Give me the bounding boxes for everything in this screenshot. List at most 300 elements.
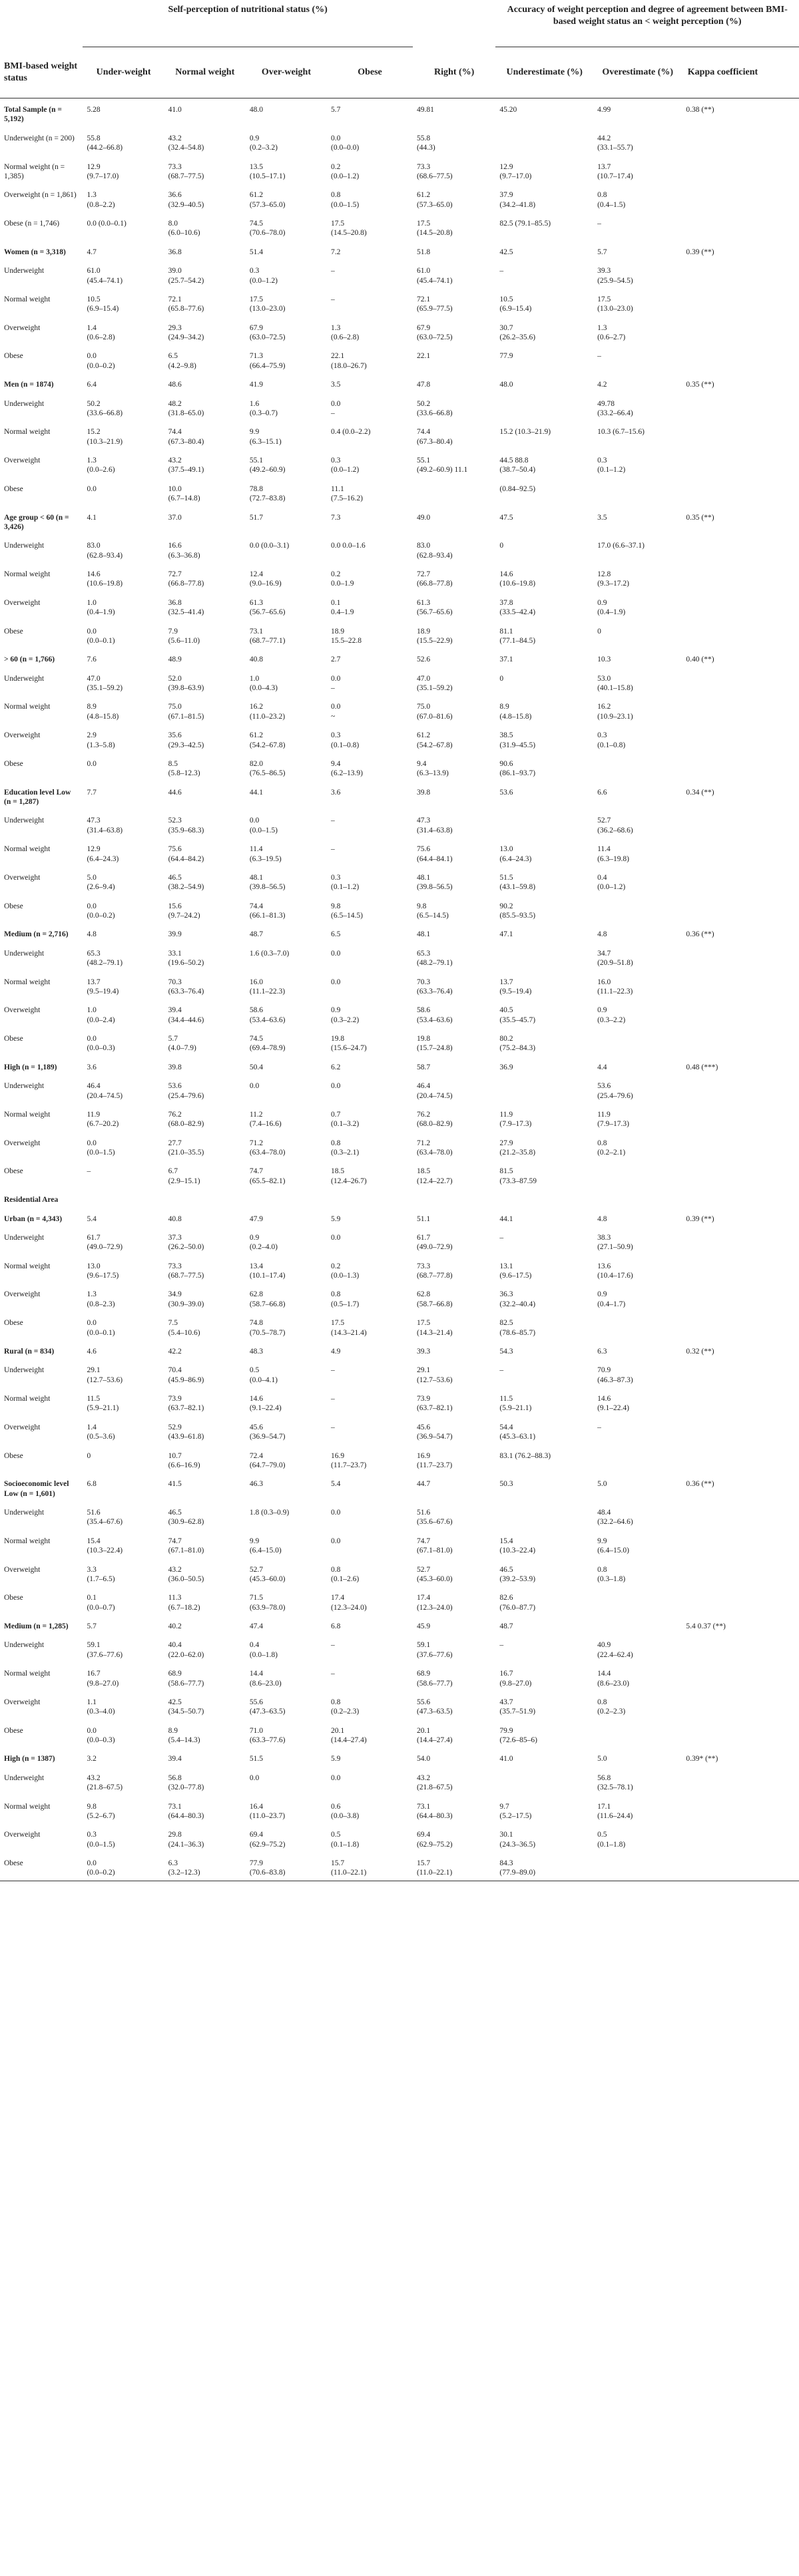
table-cell [413, 288, 495, 317]
cell-value: 0.9 [249, 1233, 260, 1242]
table-cell [327, 1027, 413, 1056]
table-cell [246, 781, 327, 810]
table-cell [246, 1027, 327, 1056]
table-cell [83, 1208, 164, 1226]
cell-value: 47.4 [249, 1622, 263, 1630]
cell-value: 40.5 [499, 1006, 513, 1015]
cell-interval: (58.6–77.7) [168, 1679, 204, 1688]
group-row [0, 98, 799, 127]
cell-interval: (0.1–3.2) [331, 1120, 360, 1129]
row-label: Normal weight [4, 1262, 51, 1270]
cell-value: 61.7 [87, 1233, 101, 1242]
table-cell [593, 1586, 682, 1615]
cell-value: 77.9 [249, 1859, 263, 1867]
cell-value: – [499, 1366, 504, 1375]
cell-interval: (12.7–53.6) [416, 1376, 453, 1384]
column-header-right: Right (%) [434, 67, 475, 77]
table-body [0, 98, 799, 1881]
cell-value: 4.7 [87, 248, 97, 256]
row-label: Underweight (n = 200) [4, 134, 75, 142]
table-cell [83, 1586, 164, 1615]
cell-value: 0.2 [331, 570, 341, 578]
cell-value: 36.8 [168, 598, 182, 607]
table-cell [246, 1559, 327, 1587]
table-cell [593, 1208, 682, 1226]
cell-interval: (66.4–75.9) [249, 361, 286, 370]
cell-interval: (20.9–51.8) [597, 959, 633, 968]
table-row [0, 809, 799, 838]
table-cell [413, 838, 495, 866]
cell-interval: (66.8–77.8) [416, 580, 453, 588]
table-cell [327, 724, 413, 753]
table-cell [327, 1208, 413, 1226]
cell-interval: (32.9–40.5) [168, 200, 204, 209]
table-cell [593, 667, 682, 696]
cell-interval: (69.4–78.9) [249, 1044, 286, 1053]
table-cell [593, 563, 682, 592]
cell-interval: (33.1–55.7) [597, 144, 633, 152]
table-cell [682, 1634, 763, 1662]
cell-interval: (6.9–15.4) [499, 305, 532, 313]
cell-value: 3.5 [331, 381, 341, 389]
cell-interval: (21.8–67.5) [416, 1783, 453, 1792]
cell-interval: (44.2–66.8) [87, 144, 123, 152]
table-cell [246, 1823, 327, 1852]
cell-value: 14.6 [249, 1395, 263, 1403]
cell-value: 74.5 [249, 220, 263, 228]
row-label: Obese [4, 1035, 23, 1043]
table-cell [246, 809, 327, 838]
cell-value: 83.0 [87, 542, 101, 550]
cell-value: 44.1 [499, 1214, 513, 1223]
cell-value: 90.6 [499, 759, 513, 768]
cell-value: 0.0 [87, 627, 97, 636]
table-cell [593, 1416, 682, 1445]
cell-interval: (20.4–74.5) [87, 1091, 123, 1100]
table-cell [682, 317, 763, 345]
table-cell [83, 98, 164, 127]
cell-interval: (14.4–27.4) [331, 1736, 367, 1744]
cell-value: 4.9 [331, 1347, 341, 1356]
cell-interval: (0.4–1.5) [597, 200, 626, 209]
cell-interval: (6.7–18.2) [168, 1603, 200, 1612]
cell-value: 61.2 [249, 731, 263, 740]
table-cell [164, 1189, 246, 1207]
table-cell [246, 1795, 327, 1824]
cell-interval: (26.2–35.6) [499, 333, 536, 341]
table-cell [593, 345, 682, 373]
table-cell [327, 345, 413, 373]
cell-value: 42.2 [168, 1347, 182, 1356]
cell-value: 54.3 [499, 1347, 513, 1356]
cell-value: 0.0 [87, 902, 97, 910]
cell-value: 12.9 [87, 162, 101, 171]
table-cell [682, 1027, 763, 1056]
table-cell [413, 241, 495, 260]
cell-interval: (15.7–24.8) [416, 1044, 453, 1053]
table-cell [495, 317, 593, 345]
cell-value: 6.6 [597, 788, 607, 797]
cell-value: 68.9 [168, 1670, 182, 1678]
cell-interval: (0.3–2.1) [331, 1149, 360, 1157]
cell-value: 6.5 [331, 930, 341, 939]
cell-value: 3.2 [87, 1755, 97, 1763]
cell-interval: (9.5–19.4) [87, 987, 119, 996]
cell-value: 80.2 [499, 1035, 513, 1043]
cell-interval: (4.8–15.8) [499, 712, 532, 721]
table-cell [593, 127, 682, 156]
table-cell [413, 999, 495, 1027]
cell-interval: (5.4–14.3) [168, 1736, 200, 1744]
cell-value: 54.0 [416, 1755, 431, 1763]
table-cell [495, 1501, 593, 1530]
row-label: Obese (n = 1,746) [4, 220, 60, 228]
table-cell [246, 449, 327, 478]
cell-value: 6.8 [87, 1480, 97, 1489]
cell-interval: (3.2–12.3) [168, 1869, 200, 1877]
row-label: Underweight [4, 1366, 45, 1375]
cell-interval: (33.5–42.4) [499, 608, 536, 617]
cell-value: 17.5 [597, 295, 611, 303]
table-cell [593, 1473, 682, 1501]
table-cell [246, 1691, 327, 1720]
cell-interval: (0.0–3.8) [331, 1811, 360, 1820]
table-cell [413, 506, 495, 535]
table-cell [495, 1720, 593, 1748]
cell-value: 75.6 [416, 845, 431, 854]
cell-value: 7.2 [331, 248, 341, 256]
table-cell [593, 1445, 682, 1473]
cell-value: 52.3 [168, 817, 182, 825]
cell-value: 37.0 [168, 513, 182, 522]
table-cell [413, 1340, 495, 1359]
cell-interval: (25.7–54.2) [168, 276, 204, 285]
table-cell [593, 1615, 682, 1634]
table-cell [413, 260, 495, 288]
cell-value: 36.6 [168, 191, 182, 200]
cell-value: 4.2 [597, 381, 607, 389]
cell-interval: (49.0–72.9) [87, 1243, 123, 1252]
table-cell [413, 923, 495, 942]
cell-value: 0.0 [249, 1082, 260, 1091]
table-cell [164, 449, 246, 478]
table-cell [164, 971, 246, 1000]
cell-value: 37.1 [499, 655, 513, 664]
table-cell [83, 1445, 164, 1473]
table-row [0, 620, 799, 649]
table-cell [413, 1160, 495, 1189]
cell-value: 9.9 [597, 1537, 607, 1545]
cell-value: 0.0 [249, 1773, 260, 1782]
cell-value: 41.0 [168, 106, 182, 114]
table-cell [327, 241, 413, 260]
table-cell [593, 1795, 682, 1824]
cell-value: 15.2 (10.3–21.9) [499, 428, 551, 437]
cell-interval: 0.0–1.9 [331, 580, 354, 588]
table-cell [327, 866, 413, 895]
cell-value: 17.5 [416, 1319, 431, 1328]
cell-value: 78.8 [249, 484, 263, 493]
cell-value: 47.5 [499, 513, 513, 522]
table-cell [83, 1634, 164, 1662]
table-cell [413, 421, 495, 449]
table-cell [593, 1056, 682, 1075]
table-cell [164, 1359, 246, 1387]
cell-value: 13.7 [499, 978, 513, 986]
table-cell [164, 648, 246, 667]
row-label: Overweight [4, 1565, 41, 1574]
cell-interval: (22.0–62.0) [168, 1650, 204, 1659]
cell-interval: (11.1–22.3) [249, 987, 286, 996]
cell-value: 51.1 [416, 1214, 431, 1223]
table-row [0, 1132, 799, 1161]
cell-value: 0.35 (**) [686, 513, 714, 522]
cell-value: 51.5 [249, 1755, 263, 1763]
cell-interval: (12.7–53.6) [87, 1376, 123, 1384]
cell-interval: (0.6–2.8) [87, 333, 115, 341]
cell-value: 15.4 [87, 1537, 101, 1545]
table-cell [682, 1530, 763, 1559]
table-cell [593, 1501, 682, 1530]
cell-value: 73.3 [416, 1262, 431, 1270]
table-cell [593, 1340, 682, 1359]
cell-value: 9.4 [331, 759, 341, 768]
table-cell [682, 212, 763, 241]
cell-value: 48.1 [249, 873, 263, 882]
table-cell [413, 592, 495, 620]
cell-interval: (0.0–1.2) [249, 276, 278, 285]
cell-value: 9.8 [87, 1802, 97, 1811]
cell-value: 39.3 [416, 1347, 431, 1356]
table-cell [83, 1795, 164, 1824]
table-cell [682, 241, 763, 260]
cell-value: 0.8 [331, 191, 341, 200]
table-cell [682, 1226, 763, 1255]
cell-interval: (67.1–81.0) [168, 1547, 204, 1555]
row-label: Overweight [4, 1006, 41, 1015]
cell-interval: (6.3–13.9) [416, 769, 449, 778]
cell-value: 3.6 [331, 788, 341, 797]
cell-interval: (32.2–64.6) [597, 1518, 633, 1527]
cell-interval: (86.1–93.7) [499, 769, 536, 778]
cell-value: 10.3 (6.7–15.6) [597, 428, 645, 437]
cell-value: – [331, 845, 335, 854]
cell-interval: (63.4–78.0) [249, 1149, 286, 1157]
table-cell [413, 1387, 495, 1416]
cell-interval: (53.4–63.6) [416, 1015, 453, 1024]
table-cell [593, 1387, 682, 1416]
table-cell [83, 1720, 164, 1748]
table-cell [327, 923, 413, 942]
cell-interval: (6.4–15.0) [249, 1547, 282, 1555]
table-cell [495, 1283, 593, 1312]
table-cell [327, 563, 413, 592]
table-row [0, 866, 799, 895]
table-cell [83, 1283, 164, 1312]
cell-value: 68.9 [416, 1670, 431, 1678]
cell-value: 8.5 [168, 759, 178, 768]
table-cell [682, 1691, 763, 1720]
cell-interval: (2.6–9.4) [87, 883, 115, 892]
cell-value: 17.1 [597, 1802, 611, 1811]
cell-interval: (5.2–6.7) [87, 1811, 115, 1820]
cell-interval: (0.0–0.2) [87, 361, 115, 370]
table-cell [83, 1132, 164, 1161]
table-cell [495, 1691, 593, 1720]
table-cell [413, 1691, 495, 1720]
table-cell [327, 1852, 413, 1881]
cell-interval: (57.3–65.0) [416, 200, 453, 209]
row-label: Obese [4, 352, 23, 361]
table-cell [682, 1501, 763, 1530]
cell-value: 0.0 [331, 1509, 341, 1517]
table-cell [83, 1691, 164, 1720]
cell-interval: (33.2–66.4) [597, 409, 633, 417]
cell-interval: (0.4–1.7) [597, 1300, 626, 1308]
table-cell [164, 1823, 246, 1852]
table-cell [327, 1103, 413, 1132]
table-cell [413, 866, 495, 895]
table-row [0, 127, 799, 156]
cell-interval: (63.7–82.1) [168, 1404, 204, 1413]
cell-value: – [499, 1641, 504, 1650]
table-cell [495, 1416, 593, 1445]
table-cell [83, 895, 164, 924]
table-cell [682, 1132, 763, 1161]
cell-interval: (8.6–23.0) [597, 1679, 629, 1688]
cell-interval: (12.3–24.0) [416, 1603, 453, 1612]
cell-value: 6.7 [168, 1167, 178, 1176]
row-label: Residential Area [4, 1196, 59, 1204]
table-cell [246, 373, 327, 392]
cell-value: 51.6 [416, 1509, 431, 1517]
cell-value: 41.0 [499, 1755, 513, 1763]
table-cell [327, 449, 413, 478]
table-cell [83, 1075, 164, 1103]
table-cell [164, 241, 246, 260]
cell-value: 48.4 [597, 1509, 611, 1517]
table-cell [413, 1132, 495, 1161]
table-row [0, 1530, 799, 1559]
cell-value: 55.6 [249, 1698, 263, 1706]
cell-interval: (45.4–74.1) [87, 276, 123, 285]
cell-value: 17.0 (6.6–37.1) [597, 542, 645, 550]
table-cell [83, 478, 164, 506]
table-cell [495, 373, 593, 392]
cell-value: 48.7 [249, 930, 263, 939]
table-cell [83, 563, 164, 592]
cell-interval: (48.2–79.1) [87, 959, 123, 968]
cell-interval: (12.4–22.7) [416, 1177, 453, 1185]
table-cell [327, 1634, 413, 1662]
cell-interval: (68.7–77.1) [249, 636, 286, 645]
table-cell [413, 1189, 495, 1207]
table-row [0, 695, 799, 724]
table-cell [593, 393, 682, 421]
table-cell [413, 724, 495, 753]
cell-interval: (64.4–80.3) [168, 1811, 204, 1820]
table-cell [682, 1340, 763, 1359]
table-cell [164, 393, 246, 421]
row-label: High (n = 1,189) [4, 1063, 57, 1071]
table-cell [83, 1767, 164, 1795]
table-row [0, 288, 799, 317]
cell-value: 73.1 [168, 1802, 182, 1811]
cell-interval: (0.1–2.6) [331, 1574, 360, 1583]
cell-value: 0.1 [87, 1594, 97, 1602]
table-cell [413, 1445, 495, 1473]
table-cell [164, 156, 246, 184]
table-cell [682, 563, 763, 592]
cell-interval: (30.9–39.0) [168, 1300, 204, 1308]
cell-value: 9.8 [331, 902, 341, 910]
table-row [0, 1767, 799, 1795]
cell-interval: (15.5–22.9) [416, 636, 453, 645]
cell-value: 47.9 [249, 1214, 263, 1223]
table-cell [682, 1615, 763, 1634]
cell-value: 30.7 [499, 323, 513, 332]
cell-value: 0.40 (**) [686, 655, 714, 664]
table-cell [413, 1748, 495, 1766]
cell-interval: (2.9–15.1) [168, 1177, 200, 1185]
table-row [0, 1586, 799, 1615]
table-cell [327, 620, 413, 649]
cell-interval: (0.1–0.8) [331, 741, 360, 749]
table-cell [593, 1852, 682, 1881]
table-cell [593, 98, 682, 127]
row-label: Obese [4, 902, 23, 910]
table-cell [495, 942, 593, 971]
table-cell [682, 1255, 763, 1284]
cell-value: 0.6 [331, 1802, 341, 1811]
cell-interval: (6.0–10.6) [168, 229, 200, 238]
row-label: Men (n = 1874) [4, 381, 54, 389]
table-row [0, 317, 799, 345]
table-cell [246, 506, 327, 535]
table-cell [593, 753, 682, 781]
table-cell [413, 98, 495, 127]
cell-interval: (68.7–77.5) [168, 1272, 204, 1280]
table-cell [246, 1530, 327, 1559]
group-header-self-perception: Self-perception of nutritional status (%) [83, 0, 413, 47]
table-cell [682, 98, 763, 127]
cell-value: 5.0 [597, 1480, 607, 1489]
group-row [0, 781, 799, 810]
cell-value: 16.0 [597, 978, 611, 986]
cell-value: 4.99 [597, 106, 611, 114]
cell-value: 0.4 [249, 1641, 260, 1650]
cell-value: 45.6 [416, 1423, 431, 1431]
table-cell [246, 724, 327, 753]
cell-value: 73.3 [416, 162, 431, 171]
table-cell [413, 781, 495, 810]
cell-interval: (63.0–72.5) [416, 333, 453, 341]
cell-value: 5.4 [331, 1480, 341, 1489]
cell-value: 6.3 [597, 1347, 607, 1356]
row-label: Obese [4, 484, 23, 493]
table-cell [327, 127, 413, 156]
table-cell [495, 260, 593, 288]
table-cell [164, 373, 246, 392]
table-cell [593, 1283, 682, 1312]
table-cell [682, 724, 763, 753]
table-cell [246, 895, 327, 924]
table-cell [413, 156, 495, 184]
row-label: Underweight [4, 1509, 45, 1517]
table-cell [495, 1586, 593, 1615]
cell-value: 48.1 [416, 873, 431, 882]
cell-interval: (58.7–66.8) [249, 1300, 286, 1308]
